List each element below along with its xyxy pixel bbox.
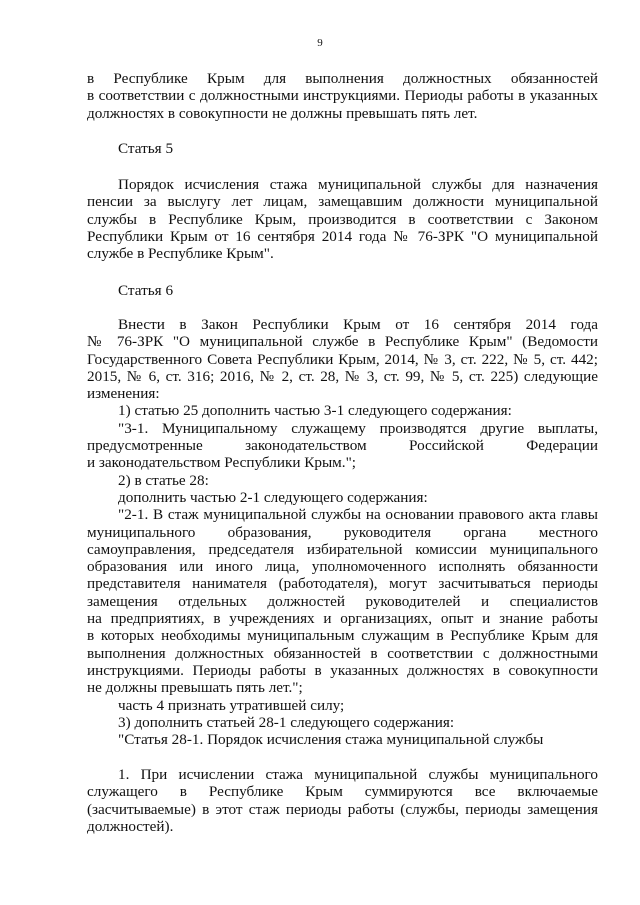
text-line: Республики Крым от 16 сентября 2014 года № 76-ЗРК "О муниципальной [87,227,598,245]
article-6-heading: Статья 6 [118,282,174,299]
text-line: службы в Республике Крым, производится в соответствии с Законом [87,210,598,228]
text-line: "3-1. Муниципальному служащему производятся другие выплаты, [118,419,598,437]
text-line: Порядок исчисления стажа муниципальной службы для назначения [118,176,598,193]
text-line: пенсии за выслугу лет лицам, замещавшим должности муниципальной [87,193,598,211]
text-line: образования или иного лица, уполномоченного исполнять обязанности [87,558,598,576]
text-line: должностей). [87,817,174,835]
intro-paragraph [87,70,598,122]
text-line: в Республике Крым для выполнения должностных обязанностей [87,70,598,87]
text-line: № 76-ЗРК "О муниципальной службе в Республике Крым" (Ведомости [87,333,598,351]
text-line: в соответствии с должностными инструкциями. Периоды работы в указанных [87,87,598,105]
text-line: представителя нанимателя (работодателя), могут засчитываться периоды [87,575,598,593]
text-line: и законодательством Республики Крым."; [87,454,357,472]
article-28-1-part-1 [87,766,598,835]
text-line: "Статья 28-1. Порядок исчисления стажа муниципальной службы [118,731,544,749]
text-line: должностях в совокупности не должны превышать пять лет. [87,104,478,122]
text-line: замещения отдельных должностей руководителей и специалистов [87,592,598,610]
text-line: на предприятиях, в учреждениях и организациях, опыт и знание работы [87,610,598,628]
text-line: инструкциями. Периоды работы в указанных должностях в совокупности [87,661,598,679]
page-number: 9 [317,37,323,49]
text-line: служащего в Республике Крым суммируются все включаемые [87,783,598,801]
text-line: самоуправления, председателя избирательной комиссии муниципального [87,540,598,558]
text-line: (засчитываемые) в этот стаж периоды работы (службы, периоды замещения [87,800,598,818]
text-line: выполнения должностных обязанностей в соответствии с должностными [87,644,598,662]
text-line: дополнить частью 2-1 следующего содержания: [118,488,428,506]
article-5-text [87,176,598,262]
text-line: предусмотренные законодательством Российской Федерации [87,437,598,455]
text-line: службе в Республике Крым". [87,245,274,263]
text-line: в которых необходимы муниципальным служащим в Республике Крым для [87,627,598,645]
text-line: не должны превышать пять лет."; [87,679,303,697]
text-line: муниципального образования, руководителя органа местного [87,523,598,541]
list-item: 3) дополнить статьей 28-1 следующего содержания: [118,713,455,731]
list-item: 2) в статье 28: [118,471,209,489]
text-line: часть 4 признать утратившей силу; [118,696,345,714]
list-item: 1) статью 25 дополнить частью 3-1 следующего содержания: [118,402,512,420]
text-line: изменения: [87,385,160,403]
text-line: 1. При исчислении стажа муниципальной службы муниципального [118,766,598,783]
text-line: Внести в Закон Республики Крым от 16 сентября 2014 года [118,316,598,333]
article-5-heading: Статья 5 [118,140,174,157]
text-line: Государственного Совета Республики Крым, 2014, № 3, ст. 222, № 5, ст. 442; [87,350,598,368]
article-6-text [87,316,598,748]
text-line: "2-1. В стаж муниципальной службы на основании правового акта главы [118,506,598,524]
text-line: 2015, № 6, ст. 316; 2016, № 2, ст. 28, № 3, ст. 99, № 5, ст. 225) следующие [87,367,598,385]
